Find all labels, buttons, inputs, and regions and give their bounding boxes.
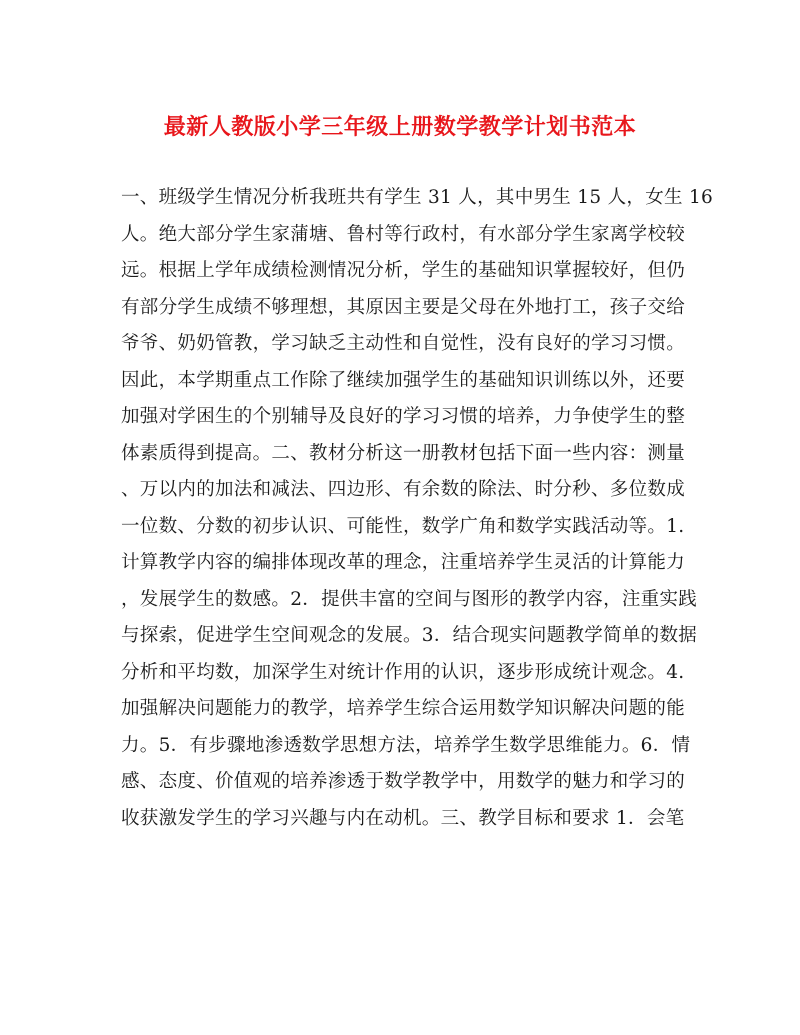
body-line-12: ，发展学生的数感。2．提供丰富的空间与图形的教学内容，注重实践 <box>121 588 698 610</box>
body-line-17: 感、态度、价值观的培养渗透于数学教学中，用数学的魅力和学习的 <box>121 771 686 792</box>
document-title: 最新人教版小学三年级上册数学教学计划书范本 <box>163 114 637 140</box>
body-line-9: 、万以内的加法和减法、四边形、有余数的除法、时分秒、多位数成 <box>121 479 686 500</box>
body-line-4: 有部分学生成绩不够理想，其原因主要是父母在外地打工，孩子交给 <box>121 296 686 318</box>
body-line-5: 爷爷、奶奶管教，学习缺乏主动性和自觉性，没有良好的学习习惯。 <box>121 333 686 354</box>
body-line-18: 收获激发学生的学习兴趣与内在动机。三、教学目标和要求 1．会笔 <box>121 807 685 829</box>
body-line-7: 加强对学困生的个别辅导及良好的学习习惯的培养，力争使学生的整 <box>121 406 686 427</box>
body-line-16: 力。5．有步骤地渗透数学思想方法，培养学生数学思维能力。6．情 <box>121 734 691 756</box>
document-body <box>121 180 714 837</box>
body-line-14: 分析和平均数，加深学生对统计作用的认识，逐步形成统计观念。4. <box>121 661 685 683</box>
body-line-3: 远。根据上学年成绩检测情况分析，学生的基础知识掌握较好，但仍 <box>121 260 686 281</box>
body-line-8: 体素质得到提高。二、教材分析这一册教材包括下面一些内容：测量 <box>121 442 686 464</box>
body-line-6: 因此，本学期重点工作除了继续加强学生的基础知识训练以外，还要 <box>121 369 686 391</box>
body-line-10: 一位数、分数的初步认识、可能性，数学广角和数学实践活动等。1. <box>121 515 685 537</box>
body-line-11: 计算教学内容的编排体现改革的理念，注重培养学生灵活的计算能力 <box>121 552 686 573</box>
body-line-2: 人。绝大部分学生家蒲塘、鲁村等行政村，有水部分学生家离学校较 <box>121 223 686 245</box>
body-line-1: 一、班级学生情况分析我班共有学生 31 人，其中男生 15 人，女生 16 <box>121 187 714 208</box>
body-line-15: 加强解决问题能力的教学，培养学生综合运用数学知识解决问题的能 <box>121 698 686 719</box>
body-line-13: 与探索，促进学生空间观念的发展。3．结合现实问题教学简单的数据 <box>121 625 698 646</box>
